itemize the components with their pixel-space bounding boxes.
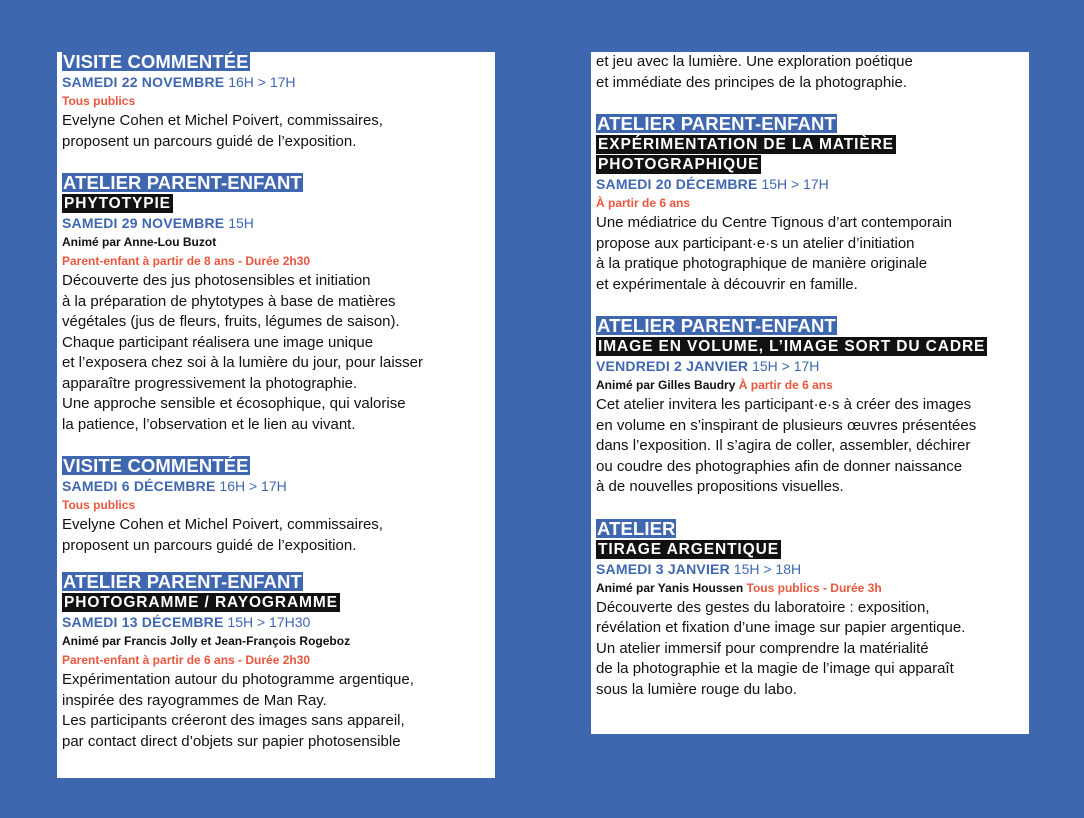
continued-description: et jeu avec la lumière. Une exploration poétique et immédiate des principes de la photographie. — [596, 53, 913, 91]
event-audience: Parent-enfant à partir de 6 ans - Durée 2h30 — [62, 653, 311, 667]
event-time: 15H > 17H30 — [227, 614, 311, 630]
event-meta — [62, 632, 495, 651]
event-audience: À partir de 6 ans — [596, 196, 691, 210]
event-image-en-volume — [596, 316, 1029, 498]
event-visite-22-novembre — [62, 52, 495, 152]
event-description: Découverte des gestes du laboratoire : exposition, révélation et fixation d’une image sur papier argentique. Un atelier immersif pour comprendre la matérialité de la photographie et la magie de l’image qui apparaît sous la lumière rouge du labo. — [596, 598, 966, 698]
event-description: Evelyne Cohen et Michel Poivert, commissaires, proposent un parcours guidé de l’exposition. — [62, 112, 383, 150]
event-category: ATELIER PARENT-ENFANT — [63, 571, 302, 592]
event-audience: À partir de 6 ans — [738, 378, 833, 392]
event-time: 15H — [228, 215, 254, 231]
event-audience: Tous publics — [62, 94, 136, 108]
event-date: SAMEDI 29 NOVEMBRE 15H — [62, 215, 254, 231]
event-meta — [596, 376, 1029, 395]
event-date: SAMEDI 6 DÉCEMBRE 16H > 17H — [62, 478, 287, 494]
event-animator: Animé par Francis Jolly et Jean-François Rogeboz — [62, 634, 351, 648]
event-description: Cet atelier invitera les participant·e·s à créer des images en volume en s’inspirant de plusieurs œuvres présentées dans l’exposition. Il s’agira de coller, assembler, déchirer ou coudre des photographies afin de donner naissance à de nouvelles propositions visuelles. — [596, 396, 977, 495]
event-category: ATELIER PARENT-ENFANT — [597, 315, 836, 336]
event-audience: Tous publics — [62, 498, 136, 512]
event-subtitle: PHOTOGRAPHIQUE — [598, 156, 760, 173]
event-subtitle: EXPÉRIMENTATION DE LA MATIÈRE — [598, 136, 894, 153]
event-category: ATELIER PARENT-ENFANT — [597, 113, 836, 134]
event-meta — [596, 579, 1029, 598]
right-page — [591, 52, 1029, 734]
event-description: Découverte des jus photosensibles et initiation à la préparation de phytotypes à base de matières végétales (jus de fleurs, fruits, légumes de saison). Chaque participant réalisera une image unique et l’exposera chez soi à la lumière du jour, pour laisser apparaître progressivement la photographie. Une approche sensible et écosophique, qui valorise la patience, l’observation et le lien au vivant. — [62, 272, 424, 433]
event-animator: Animé par Gilles Baudry — [596, 378, 736, 392]
event-meta — [596, 194, 1029, 213]
event-phytotypie — [62, 173, 495, 435]
event-meta — [62, 496, 495, 515]
event-category: VISITE COMMENTÉE — [63, 455, 249, 476]
event-date: SAMEDI 22 NOVEMBRE 16H > 17H — [62, 74, 296, 90]
event-date: SAMEDI 13 DÉCEMBRE 15H > 17H30 — [62, 614, 311, 630]
event-category: ATELIER PARENT-ENFANT — [63, 172, 302, 193]
event-date: SAMEDI 3 JANVIER 15H > 18H — [596, 560, 802, 577]
event-time: 15H > 18H — [733, 560, 802, 577]
event-audience: Parent-enfant à partir de 8 ans - Durée 2h30 — [62, 254, 311, 268]
event-meta — [62, 233, 495, 252]
event-time: 16H > 17H — [228, 74, 296, 90]
event-time: 15H > 17H — [761, 176, 829, 192]
event-date: VENDREDI 2 JANVIER 15H > 17H — [596, 358, 820, 374]
event-time: 15H > 17H — [752, 358, 820, 374]
event-subtitle: IMAGE EN VOLUME, L’IMAGE SORT DU CADRE — [598, 338, 986, 355]
event-experimentation-matiere — [596, 114, 1029, 295]
event-meta — [62, 252, 495, 271]
event-description: Expérimentation autour du photogramme argentique, inspirée des rayogrammes de Man Ray. Les participants créeront des images sans appareil, par contact direct d’objets sur papier photosensible — [62, 671, 414, 750]
event-description: Une médiatrice du Centre Tignous d’art contemporain propose aux participant·e·s un atelier d’initiation à la pratique photographique de manière originale et expérimentale à découvrir en famille. — [596, 214, 953, 293]
event-subtitle: PHYTOTYPIE — [64, 195, 171, 212]
event-subtitle: TIRAGE ARGENTIQUE — [598, 540, 779, 558]
event-meta — [62, 92, 495, 111]
event-tirage-argentique — [596, 519, 1029, 701]
event-category: VISITE COMMENTÉE — [63, 51, 249, 72]
event-subtitle: PHOTOGRAMME / RAYOGRAMME — [64, 594, 338, 611]
event-category: ATELIER — [597, 517, 676, 539]
event-time: 16H > 17H — [219, 478, 287, 494]
left-page — [57, 52, 495, 778]
event-photogramme — [62, 572, 495, 752]
event-visite-6-decembre — [62, 456, 495, 556]
event-animator: Animé par Yanis Houssen — [596, 580, 744, 595]
event-animator: Animé par Anne-Lou Buzot — [62, 235, 217, 249]
event-audience: Tous publics - Durée 3h — [746, 580, 882, 595]
event-date: SAMEDI 20 DÉCEMBRE 15H > 17H — [596, 176, 829, 192]
event-meta — [62, 651, 495, 670]
event-description: Evelyne Cohen et Michel Poivert, commissaires, proposent un parcours guidé de l’exposition. — [62, 516, 383, 554]
